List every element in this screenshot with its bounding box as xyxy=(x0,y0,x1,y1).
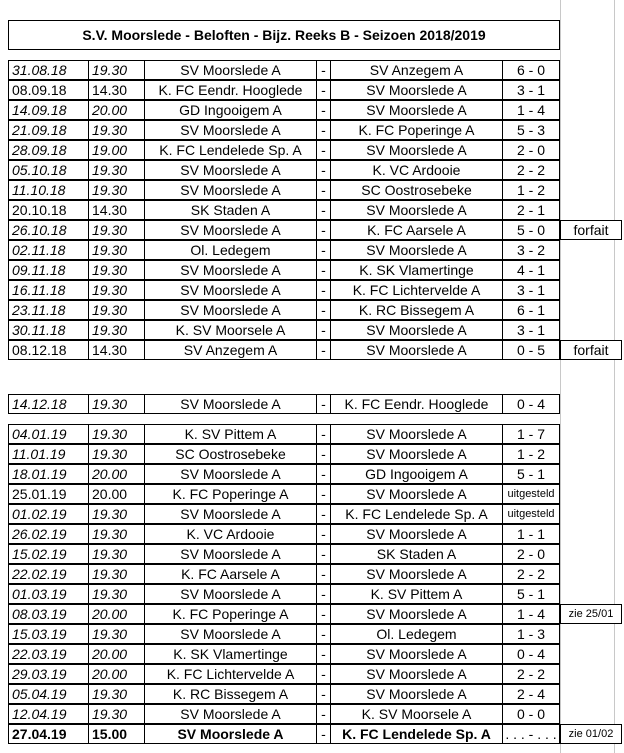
away-team: K. SV Pittem A xyxy=(330,584,502,604)
home-team: SV Moorslede A xyxy=(144,394,316,414)
match-score: 2 - 0 xyxy=(502,544,560,564)
match-date: 02.11.18 xyxy=(8,240,88,260)
home-team: SV Moorslede A xyxy=(144,220,316,240)
match-date: 22.03.19 xyxy=(8,644,88,664)
match-date: 18.01.19 xyxy=(8,464,88,484)
match-date: 11.01.19 xyxy=(8,444,88,464)
away-team: SV Moorslede A xyxy=(330,524,502,544)
match-score: 5 - 1 xyxy=(502,584,560,604)
score-separator: - xyxy=(316,604,330,624)
home-team: K. SV Moorsele A xyxy=(144,320,316,340)
away-team: SV Moorslede A xyxy=(330,200,502,220)
match-score: 2 - 4 xyxy=(502,684,560,704)
match-date: 25.01.19 xyxy=(8,484,88,504)
score-separator: - xyxy=(316,320,330,340)
match-date: 21.09.18 xyxy=(8,120,88,140)
match-date: 08.12.18 xyxy=(8,340,88,360)
home-team: K. FC Lichtervelde A xyxy=(144,664,316,684)
match-time: 20.00 xyxy=(88,464,144,484)
match-time: 19.30 xyxy=(88,444,144,464)
match-score: 2 - 2 xyxy=(502,664,560,684)
home-team: SV Anzegem A xyxy=(144,340,316,360)
score-separator: - xyxy=(316,80,330,100)
match-score: 1 - 4 xyxy=(502,100,560,120)
match-date: 05.04.19 xyxy=(8,684,88,704)
grid-line xyxy=(560,0,561,753)
home-team: SV Moorslede A xyxy=(144,160,316,180)
page-title: S.V. Moorslede - Beloften - Bijz. Reeks B - Seizoen 2018/2019 xyxy=(8,20,560,50)
match-time: 19.30 xyxy=(88,180,144,200)
match-time: 19.30 xyxy=(88,684,144,704)
score-separator: - xyxy=(316,644,330,664)
home-team: SV Moorslede A xyxy=(144,504,316,524)
away-team: SK Staden A xyxy=(330,544,502,564)
match-time: 19.30 xyxy=(88,120,144,140)
away-team: SV Moorslede A xyxy=(330,240,502,260)
match-time: 19.30 xyxy=(88,260,144,280)
score-separator: - xyxy=(316,200,330,220)
home-team: SV Moorslede A xyxy=(144,300,316,320)
away-team: K. FC Aarsele A xyxy=(330,220,502,240)
match-score: 2 - 0 xyxy=(502,140,560,160)
match-note: zie 01/02 xyxy=(560,724,622,744)
match-score: 2 - 2 xyxy=(502,564,560,584)
home-team: SV Moorslede A xyxy=(144,624,316,644)
match-date: 05.10.18 xyxy=(8,160,88,180)
away-team: SV Moorslede A xyxy=(330,340,502,360)
score-separator: - xyxy=(316,564,330,584)
match-score: 4 - 1 xyxy=(502,260,560,280)
away-team: K. FC Lendelede Sp. A xyxy=(330,504,502,524)
match-time: 14.30 xyxy=(88,340,144,360)
match-date: 12.04.19 xyxy=(8,704,88,724)
match-time: 19.30 xyxy=(88,504,144,524)
match-score: uitgesteld xyxy=(502,504,560,524)
home-team: K. SV Pittem A xyxy=(144,424,316,444)
match-time: 14.30 xyxy=(88,200,144,220)
home-team: K. FC Lendelede Sp. A xyxy=(144,140,316,160)
match-date: 26.02.19 xyxy=(8,524,88,544)
match-score: 2 - 2 xyxy=(502,160,560,180)
match-date: 09.11.18 xyxy=(8,260,88,280)
away-team: K. RC Bissegem A xyxy=(330,300,502,320)
away-team: GD Ingooigem A xyxy=(330,464,502,484)
match-score: 0 - 5 xyxy=(502,340,560,360)
home-team: SV Moorslede A xyxy=(144,464,316,484)
match-time: 19.30 xyxy=(88,624,144,644)
away-team: Ol. Ledegem xyxy=(330,624,502,644)
match-date: 23.11.18 xyxy=(8,300,88,320)
match-time: 19.30 xyxy=(88,300,144,320)
match-score: . . . - . . . xyxy=(502,724,560,744)
match-date: 16.11.18 xyxy=(8,280,88,300)
match-score: 3 - 2 xyxy=(502,240,560,260)
match-time: 19.30 xyxy=(88,394,144,414)
home-team: SV Moorslede A xyxy=(144,704,316,724)
score-separator: - xyxy=(316,100,330,120)
away-team: K. SV Moorsele A xyxy=(330,704,502,724)
match-score: uitgesteld xyxy=(502,484,560,504)
match-time: 19.30 xyxy=(88,320,144,340)
match-score: 6 - 1 xyxy=(502,300,560,320)
match-score: 0 - 0 xyxy=(502,704,560,724)
away-team: SV Moorslede A xyxy=(330,444,502,464)
away-team: SC Oostrosebeke xyxy=(330,180,502,200)
home-team: Ol. Ledegem xyxy=(144,240,316,260)
match-score: 1 - 2 xyxy=(502,180,560,200)
match-time: 19.30 xyxy=(88,544,144,564)
score-separator: - xyxy=(316,704,330,724)
match-time: 19.30 xyxy=(88,220,144,240)
match-date: 04.01.19 xyxy=(8,424,88,444)
match-time: 19.30 xyxy=(88,160,144,180)
match-time: 19.30 xyxy=(88,704,144,724)
match-score: 0 - 4 xyxy=(502,644,560,664)
away-team: K. FC Eendr. Hooglede xyxy=(330,394,502,414)
score-separator: - xyxy=(316,240,330,260)
home-team: SV Moorslede A xyxy=(144,180,316,200)
home-team: SV Moorslede A xyxy=(144,544,316,564)
match-date: 26.10.18 xyxy=(8,220,88,240)
match-score: 0 - 4 xyxy=(502,394,560,414)
match-time: 19.30 xyxy=(88,280,144,300)
away-team: SV Anzegem A xyxy=(330,60,502,80)
home-team: K. FC Poperinge A xyxy=(144,484,316,504)
away-team: SV Moorslede A xyxy=(330,644,502,664)
away-team: K. SK Vlamertinge xyxy=(330,260,502,280)
away-team: K. VC Ardooie xyxy=(330,160,502,180)
away-team: SV Moorslede A xyxy=(330,100,502,120)
home-team: K. RC Bissegem A xyxy=(144,684,316,704)
score-separator: - xyxy=(316,120,330,140)
match-score: 1 - 2 xyxy=(502,444,560,464)
home-team: K. SK Vlamertinge xyxy=(144,644,316,664)
match-time: 14.30 xyxy=(88,80,144,100)
match-date: 29.03.19 xyxy=(8,664,88,684)
score-separator: - xyxy=(316,180,330,200)
away-team: SV Moorslede A xyxy=(330,80,502,100)
match-date: 14.09.18 xyxy=(8,100,88,120)
score-separator: - xyxy=(316,160,330,180)
match-score: 2 - 1 xyxy=(502,200,560,220)
home-team: GD Ingooigem A xyxy=(144,100,316,120)
score-separator: - xyxy=(316,484,330,504)
score-separator: - xyxy=(316,140,330,160)
home-team: K. FC Aarsele A xyxy=(144,564,316,584)
away-team: SV Moorslede A xyxy=(330,424,502,444)
away-team: SV Moorslede A xyxy=(330,564,502,584)
away-team: SV Moorslede A xyxy=(330,664,502,684)
match-score: 1 - 4 xyxy=(502,604,560,624)
match-note: zie 25/01 xyxy=(560,604,622,624)
match-date: 20.10.18 xyxy=(8,200,88,220)
score-separator: - xyxy=(316,280,330,300)
match-score: 3 - 1 xyxy=(502,280,560,300)
match-time: 19.30 xyxy=(88,424,144,444)
match-date: 08.03.19 xyxy=(8,604,88,624)
score-separator: - xyxy=(316,624,330,644)
match-date: 28.09.18 xyxy=(8,140,88,160)
away-team: SV Moorslede A xyxy=(330,484,502,504)
match-score: 1 - 3 xyxy=(502,624,560,644)
away-team: SV Moorslede A xyxy=(330,320,502,340)
home-team: SK Staden A xyxy=(144,200,316,220)
match-date: 01.03.19 xyxy=(8,584,88,604)
home-team: SC Oostrosebeke xyxy=(144,444,316,464)
match-score: 5 - 0 xyxy=(502,220,560,240)
away-team: K. FC Lichtervelde A xyxy=(330,280,502,300)
match-note: forfait xyxy=(560,340,622,360)
match-time: 20.00 xyxy=(88,100,144,120)
score-separator: - xyxy=(316,300,330,320)
match-date: 27.04.19 xyxy=(8,724,88,744)
home-team: K. FC Poperinge A xyxy=(144,604,316,624)
match-date: 31.08.18 xyxy=(8,60,88,80)
match-score: 5 - 3 xyxy=(502,120,560,140)
match-time: 15.00 xyxy=(88,724,144,744)
away-team: K. FC Poperinge A xyxy=(330,120,502,140)
match-time: 19.30 xyxy=(88,240,144,260)
match-time: 19.30 xyxy=(88,564,144,584)
home-team: SV Moorslede A xyxy=(144,724,316,744)
score-separator: - xyxy=(316,394,330,414)
match-time: 19.00 xyxy=(88,140,144,160)
home-team: SV Moorslede A xyxy=(144,584,316,604)
match-score: 1 - 1 xyxy=(502,524,560,544)
score-separator: - xyxy=(316,260,330,280)
match-score: 3 - 1 xyxy=(502,80,560,100)
score-separator: - xyxy=(316,424,330,444)
home-team: K. VC Ardooie xyxy=(144,524,316,544)
match-date: 08.09.18 xyxy=(8,80,88,100)
score-separator: - xyxy=(316,444,330,464)
score-separator: - xyxy=(316,584,330,604)
score-separator: - xyxy=(316,664,330,684)
away-team: K. FC Lendelede Sp. A xyxy=(330,724,502,744)
home-team: SV Moorslede A xyxy=(144,60,316,80)
home-team: SV Moorslede A xyxy=(144,260,316,280)
score-separator: - xyxy=(316,544,330,564)
match-score: 6 - 0 xyxy=(502,60,560,80)
match-date: 30.11.18 xyxy=(8,320,88,340)
match-time: 20.00 xyxy=(88,604,144,624)
match-date: 15.03.19 xyxy=(8,624,88,644)
match-date: 01.02.19 xyxy=(8,504,88,524)
score-separator: - xyxy=(316,340,330,360)
score-separator: - xyxy=(316,684,330,704)
away-team: SV Moorslede A xyxy=(330,140,502,160)
match-score: 5 - 1 xyxy=(502,464,560,484)
match-note: forfait xyxy=(560,220,622,240)
match-time: 20.00 xyxy=(88,484,144,504)
away-team: SV Moorslede A xyxy=(330,604,502,624)
match-time: 20.00 xyxy=(88,664,144,684)
match-score: 1 - 7 xyxy=(502,424,560,444)
match-date: 22.02.19 xyxy=(8,564,88,584)
match-time: 19.30 xyxy=(88,524,144,544)
away-team: SV Moorslede A xyxy=(330,684,502,704)
match-date: 15.02.19 xyxy=(8,544,88,564)
match-score: 3 - 1 xyxy=(502,320,560,340)
match-time: 19.30 xyxy=(88,584,144,604)
score-separator: - xyxy=(316,724,330,744)
score-separator: - xyxy=(316,464,330,484)
home-team: SV Moorslede A xyxy=(144,280,316,300)
score-separator: - xyxy=(316,220,330,240)
match-date: 11.10.18 xyxy=(8,180,88,200)
match-time: 20.00 xyxy=(88,644,144,664)
match-time: 19.30 xyxy=(88,60,144,80)
score-separator: - xyxy=(316,524,330,544)
grid-line xyxy=(614,0,615,753)
score-separator: - xyxy=(316,60,330,80)
score-separator: - xyxy=(316,504,330,524)
match-date: 14.12.18 xyxy=(8,394,88,414)
home-team: K. FC Eendr. Hooglede xyxy=(144,80,316,100)
home-team: SV Moorslede A xyxy=(144,120,316,140)
